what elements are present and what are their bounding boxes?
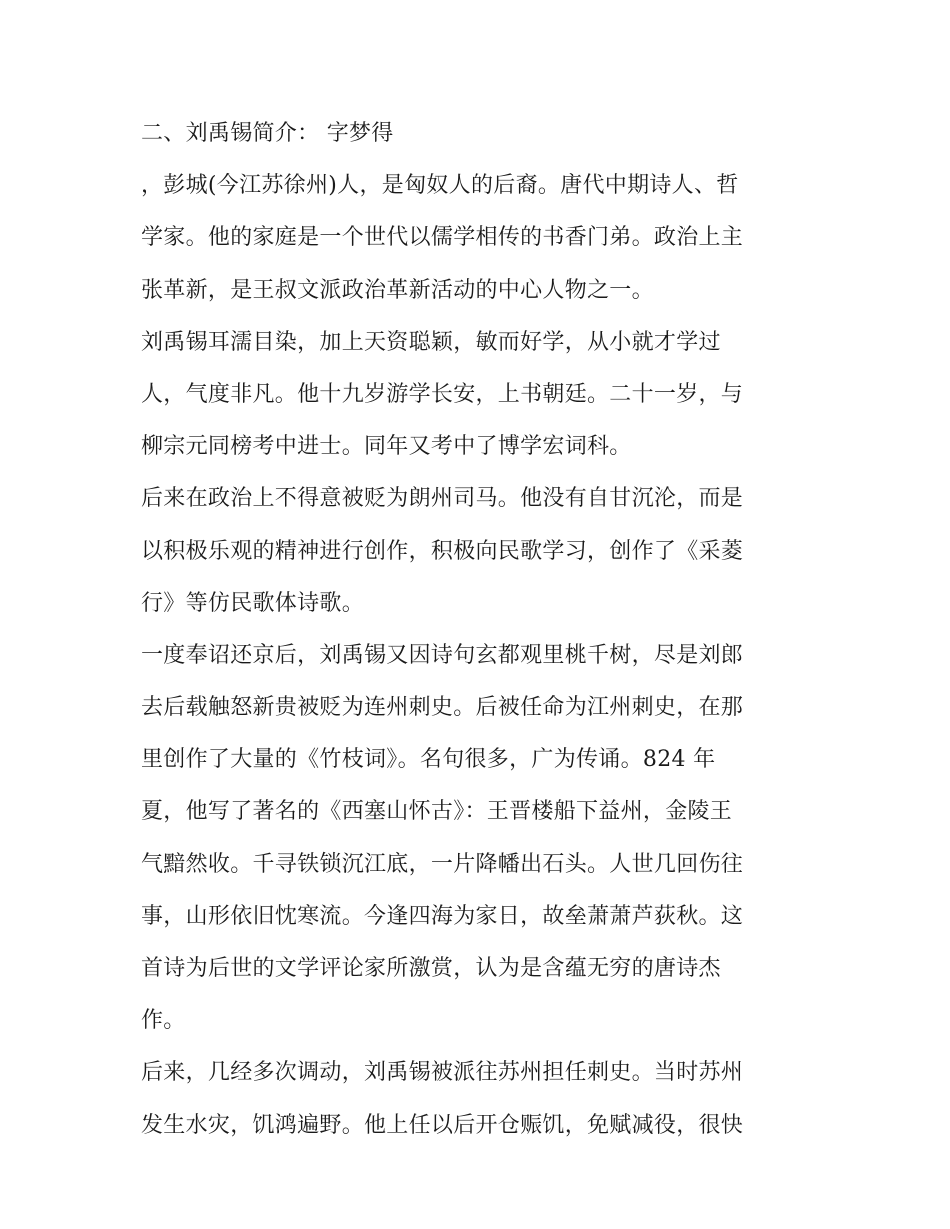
text-line: 张革新，是王叔文派政治革新活动的中心人物之一。	[141, 277, 654, 303]
text-line: 人，气度非凡。他十九岁游学长安，上书朝廷。二十一岁，与	[141, 381, 744, 407]
text-line: 行》等仿民歌体诗歌。	[141, 590, 365, 616]
text-line: 一度奉诏还京后，刘禹锡又因诗句玄都观里桃千树，尽是刘郎	[141, 642, 744, 668]
text-line: 以积极乐观的精神进行创作，积极向民歌学习，创作了《采菱	[141, 538, 744, 564]
text-line: 柳宗元同榜考中进士。同年又考中了博学宏词科。	[141, 434, 632, 460]
text-line: 夏，他写了著名的《西塞山怀古》：王晋楼船下益州，金陵王	[141, 799, 733, 825]
text-line: 去后载触怒新贵被贬为连州刺史。后被任命为江州刺史，在那	[141, 695, 744, 721]
text-line: 后来，几经多次调动，刘禹锡被派往苏州担任刺史。当时苏州	[141, 1060, 744, 1086]
text-line: 后来在政治上不得意被贬为朗州司马。他没有自甘沉沦，而是	[141, 486, 744, 512]
document-body	[141, 108, 821, 1152]
text-line: 事，山形依旧忱寒流。今逢四海为家日，故垒萧萧芦荻秋。这	[141, 903, 744, 929]
text-line: 里创作了大量的《竹枝词》。名句很多，广为传诵。824 年	[141, 747, 716, 773]
text-line: 刘禹锡耳濡目染，加上天资聪颖，敏而好学，从小就才学过	[141, 329, 721, 355]
text-line: ，彭城(今江苏徐州)人，是匈奴人的后裔。唐代中期诗人、哲	[141, 173, 739, 199]
section-heading: 二、刘禹锡简介： 字梦得	[141, 121, 394, 146]
text-line: 作。	[141, 1008, 186, 1034]
text-line: 学家。他的家庭是一个世代以儒学相传的书香门弟。政治上主	[141, 225, 744, 251]
text-line: 气黯然收。千寻铁锁沉江底，一片降幡出石头。人世几回伤往	[141, 851, 744, 877]
text-line: 首诗为后世的文学评论家所激赏，认为是含蕴无穷的唐诗杰	[141, 956, 721, 981]
text-line: 发生水灾，饥鸿遍野。他上任以后开仓赈饥，免赋减役，很快	[141, 1112, 744, 1138]
